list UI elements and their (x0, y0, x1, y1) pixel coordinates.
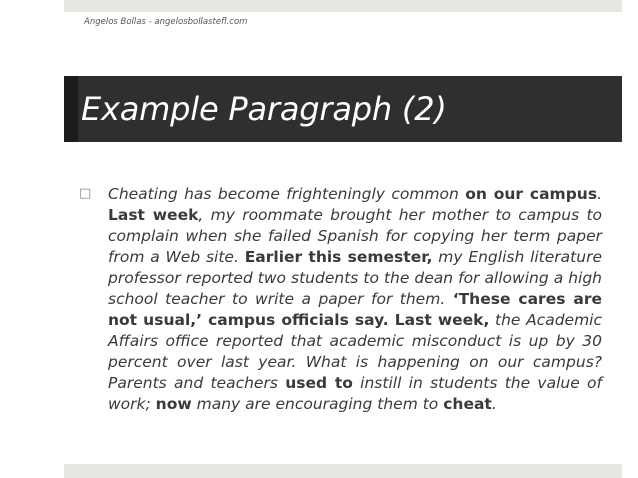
paragraph-bold-run: Last week (108, 206, 199, 224)
paragraph-run: my English literature professor reported two students to the dean for allowing a high school teacher to write a paper for them. (108, 248, 602, 308)
slide-title: Example Paragraph (2) (81, 90, 447, 128)
paragraph-run: , my roommate brought her mother to campus to complain when she failed Spanish for copying her term paper from a Web site. (108, 206, 603, 266)
top-decorative-bar (64, 0, 622, 12)
paragraph-bold-run: cheat (443, 395, 492, 413)
paragraph-bold-run: Earlier this semester, (244, 248, 433, 266)
paragraph-run: Cheating has become frighteningly common (108, 185, 466, 203)
paragraph-run: . (597, 185, 602, 203)
example-paragraph (108, 184, 602, 415)
title-accent-block (64, 76, 78, 142)
paragraph-run: instill in students the value of work; (108, 374, 602, 413)
paragraph-run: the Academic Affairs office reported that academic misconduct is up by 30 percent over last year. What is happening on our campus? Parents and teachers (108, 311, 603, 392)
author-credit: Angelos Bollas - angelosbollastefl.com (84, 17, 248, 27)
paragraph-run: . (491, 395, 497, 413)
bottom-decorative-bar (64, 464, 622, 478)
paragraph-bold-run: ‘These cares are not usual,’ campus officials say. Last week, (108, 290, 602, 329)
square-bullet-icon: □ (79, 186, 92, 201)
paragraph-bold-run: on our campus (465, 185, 598, 203)
paragraph-bold-run: now (155, 395, 192, 413)
paragraph-run: many are encouraging them to (191, 395, 444, 413)
paragraph-bold-run: used to (285, 374, 353, 392)
